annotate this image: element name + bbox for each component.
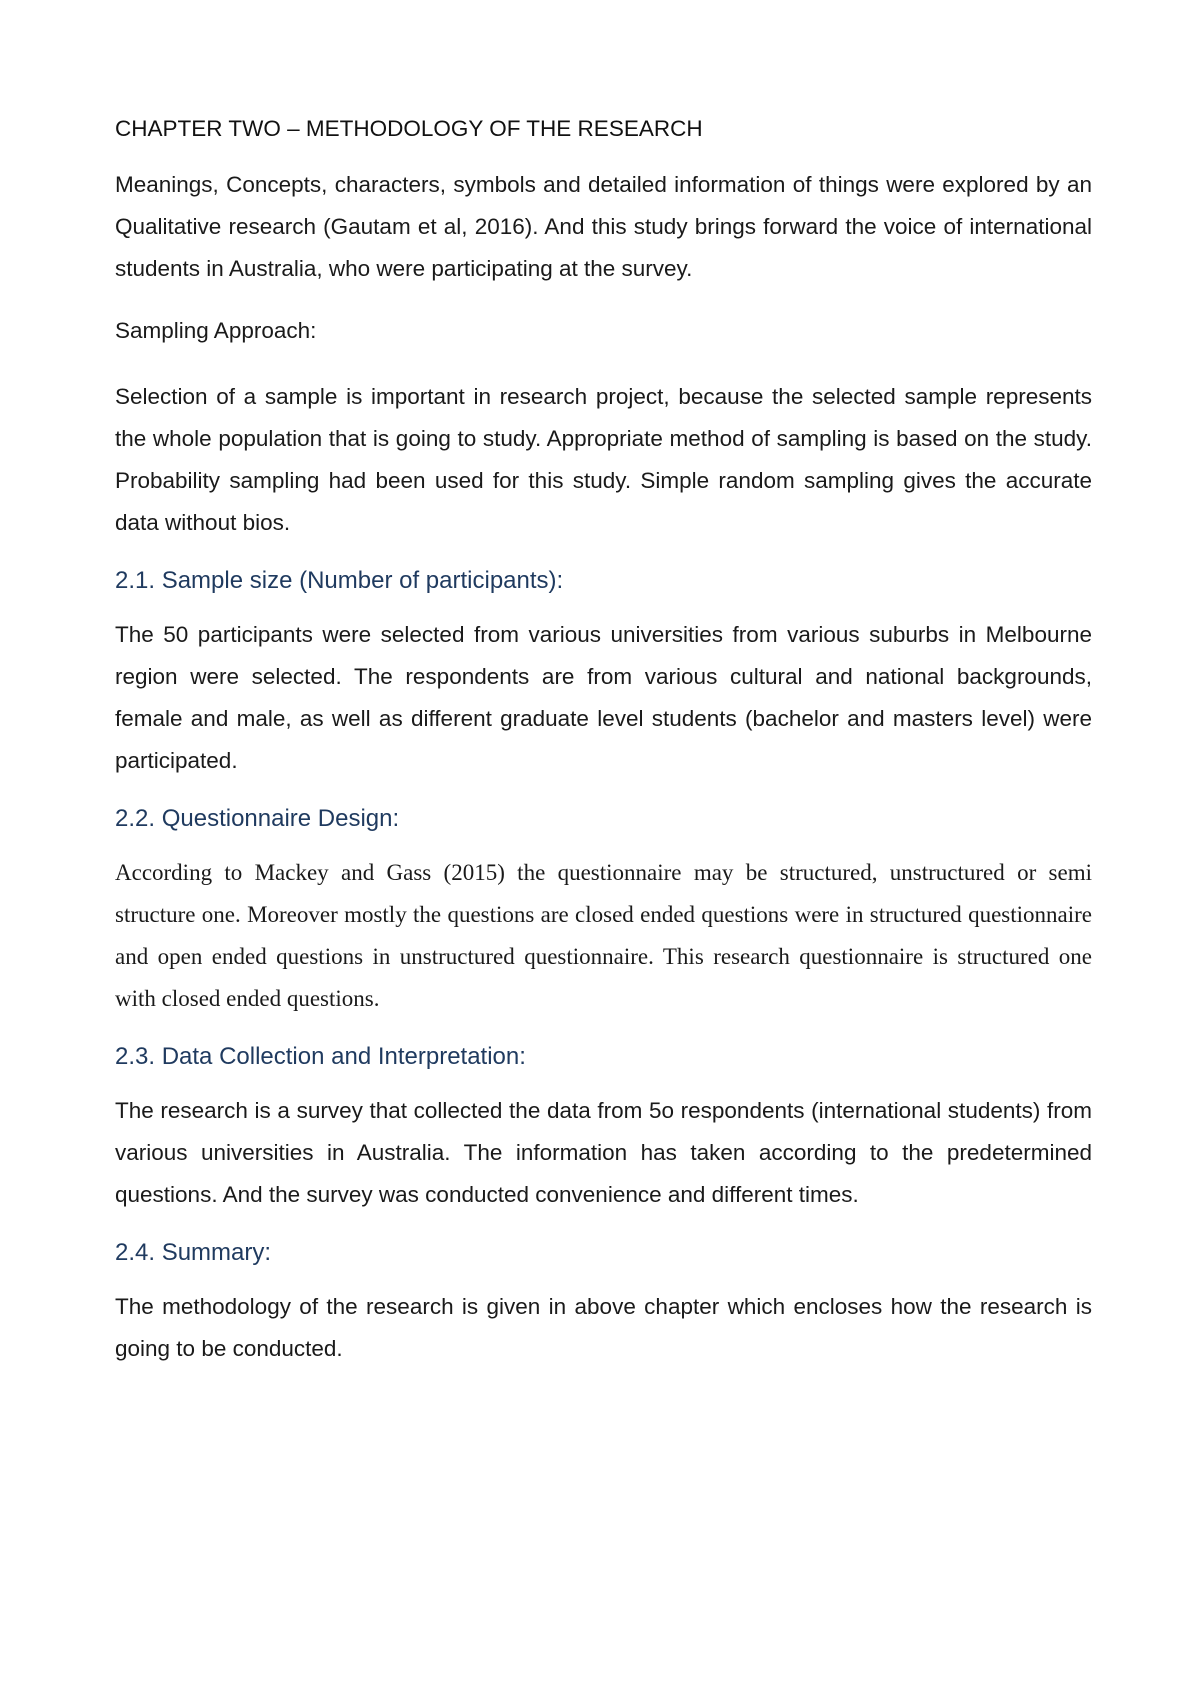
section-heading-data-collection: 2.3. Data Collection and Interpretation: (115, 1043, 526, 1070)
intro-paragraph: Meanings, Concepts, characters, symbols and detailed information of things were explored by an Qualitative research (Gautam et al, 2016). And this study brings forward the voice of international students in Australia, who were participating at the survey. (115, 172, 1092, 281)
document-page (115, 112, 1092, 1390)
chapter-title: CHAPTER TWO – METHODOLOGY OF THE RESEARCH (115, 116, 703, 141)
sampling-approach-paragraph: Selection of a sample is important in research project, because the selected sample represents the whole population that is going to study. Appropriate method of sampling is based on the study. Probability sampling had been used for this study. Simple random sampling gives the accurate data without bios. (115, 384, 1092, 535)
section-text-sample-size: The 50 participants were selected from various universities from various suburbs in Melbourne region were selected. The respondents are from various cultural and national backgrounds, female and male, as well as different graduate level students (bachelor and masters level) were participated. (115, 622, 1092, 773)
section-heading-summary: 2.4. Summary: (115, 1239, 272, 1266)
section-heading-questionnaire-design: 2.2. Questionnaire Design: (115, 805, 400, 832)
section-text-data-collection: The research is a survey that collected the data from 5o respondents (international students) from various universities in Australia. The information has taken according to the predetermined questions. And the survey was conducted convenience and different times. (115, 1098, 1092, 1207)
section-text-questionnaire-design: According to Mackey and Gass (2015) the questionnaire may be structured, unstructured or semi structure one. Moreover mostly the questions are closed ended questions were in structured questionnaire and open ended questions in unstructured questionnaire. This research questionnaire is structured one with closed ended questions. (115, 860, 1092, 1011)
section-heading-sample-size: 2.1. Sample size (Number of participants): (115, 567, 564, 594)
sampling-approach-label: Sampling Approach: (115, 318, 317, 343)
section-text-summary: The methodology of the research is given in above chapter which encloses how the research is going to be conducted. (115, 1294, 1092, 1361)
